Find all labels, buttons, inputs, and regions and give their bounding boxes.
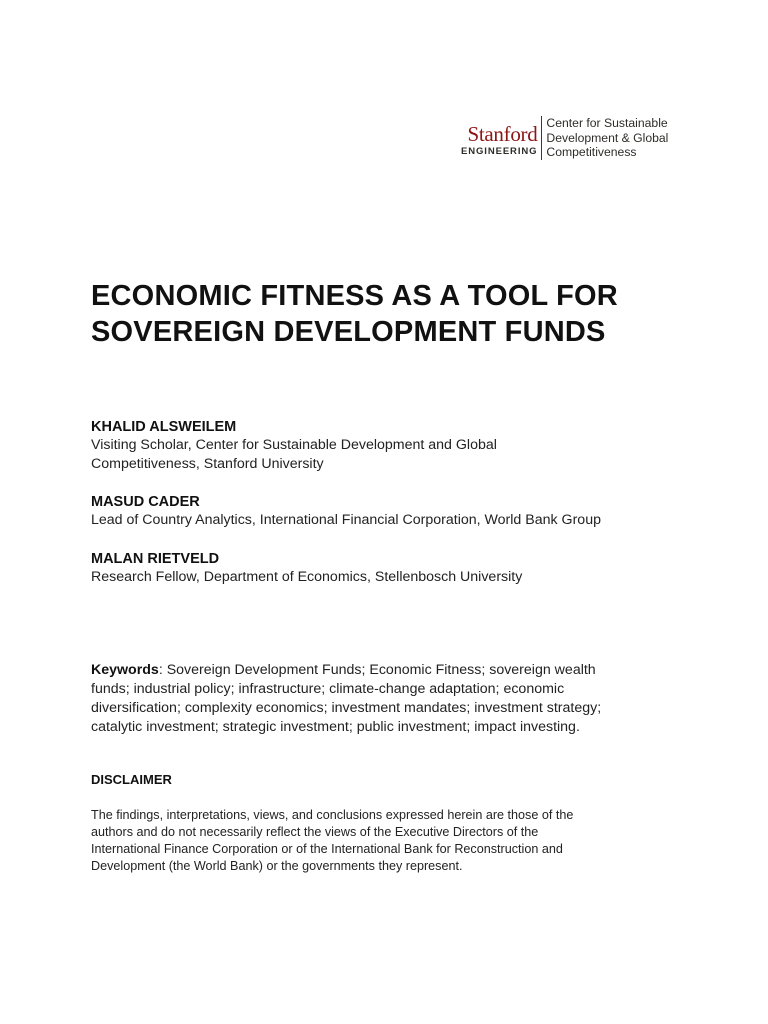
affiliation-line: Lead of Country Analytics, International Financial Corporation, World Bank Group <box>91 512 601 528</box>
keywords-line: diversification; complexity economics; investment mandates; investment strategy; <box>91 700 602 716</box>
logo-center-name <box>546 116 668 160</box>
disclaimer-heading: DISCLAIMER <box>91 772 172 787</box>
document-title <box>91 278 711 350</box>
keywords-line <box>91 661 691 680</box>
author-block <box>91 418 711 474</box>
title-line: SOVEREIGN DEVELOPMENT FUNDS <box>91 316 606 348</box>
affiliation-line: Visiting Scholar, Center for Sustainable Development and Global <box>91 437 497 453</box>
logo-engineering-text: ENGINEERING <box>461 146 538 157</box>
affiliation-line: Competitiveness, Stanford University <box>91 456 324 472</box>
author-block <box>91 550 711 587</box>
disclaimer-line: The findings, interpretations, views, and conclusions expressed herein are those of the <box>91 808 574 822</box>
keywords-line: catalytic investment; strategic investment; public investment; impact investing. <box>91 719 580 735</box>
affiliation-line: Research Fellow, Department of Economics, Stellenbosch University <box>91 569 523 585</box>
author-name: MALAN RIETVELD <box>91 551 220 567</box>
keywords-label: Keywords <box>91 662 159 678</box>
logo-center-line: Competitiveness <box>546 145 637 159</box>
logo-divider <box>541 116 542 160</box>
author-name: KHALID ALSWEILEM <box>91 419 237 435</box>
disclaimer-line: authors and do not necessarily reflect the views of the Executive Directors of the <box>91 825 539 839</box>
logo-center-line: Center for Sustainable <box>546 116 668 130</box>
author-affiliation <box>91 568 711 587</box>
author-name: MASUD CADER <box>91 494 200 510</box>
keywords-text: : Sovereign Development Funds; Economic Fitness; sovereign wealth <box>158 662 596 678</box>
logo-wordmark <box>461 116 541 160</box>
disclaimer-line: Development (the World Bank) or the governments they represent. <box>91 859 463 873</box>
logo-center-line: Development & Global <box>546 130 669 145</box>
title-line: ECONOMIC FITNESS AS A TOOL FOR <box>91 280 618 312</box>
keywords-section <box>91 661 691 737</box>
author-affiliation <box>91 511 711 530</box>
stanford-engineering-logo <box>461 116 668 160</box>
disclaimer-line: International Finance Corporation or of the International Bank for Reconstruction and <box>91 842 563 856</box>
logo-stanford-text: Stanford <box>467 122 538 146</box>
author-block <box>91 493 711 530</box>
author-affiliation <box>91 436 711 474</box>
disclaimer-body <box>91 807 691 875</box>
keywords-line: funds; industrial policy; infrastructure; climate-change adaptation; economic <box>91 681 565 697</box>
